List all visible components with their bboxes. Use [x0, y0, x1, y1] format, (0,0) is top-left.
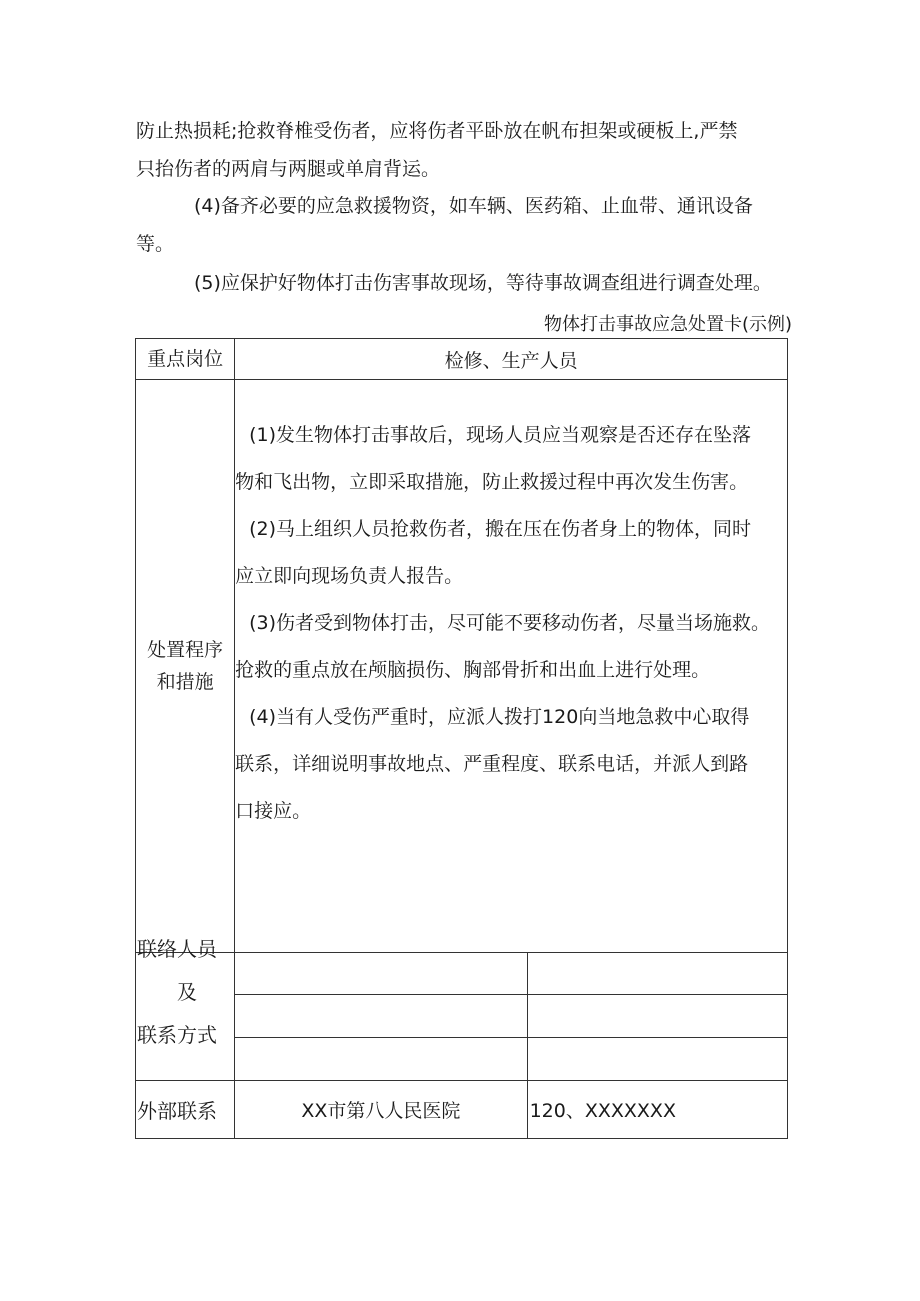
procedure-line: (1)发生物体打击事故后，现场人员应当观察是否还存在坠落 [249, 424, 752, 446]
external-phone-cell [527, 1081, 787, 1139]
procedure-line: 口接应。 [235, 800, 312, 822]
post-value: 检修、生产人员 [444, 349, 578, 372]
procedure-line: 联系，详细说明事故地点、严重程度、联系电话，并派人到路 [235, 753, 749, 775]
external-name-cell [235, 1081, 527, 1139]
post-label-cell [136, 339, 235, 380]
table-row-procedure [136, 380, 788, 953]
external-phone: 120、XXXXXXX [529, 1100, 676, 1122]
post-value-cell [235, 339, 788, 380]
procedure-label-line2: 和措施 [156, 671, 214, 693]
procedure-line: 抢救的重点放在颅脑损伤、胸部骨折和出血上进行处理。 [235, 659, 711, 681]
procedure-line: 应立即向现场负责人报告。 [235, 565, 464, 587]
procedure-line: (4)当有人受伤严重时，应派人拨打120向当地急救中心取得 [249, 706, 750, 728]
card-caption: 物体打击事故应急处置卡(示例) [543, 314, 792, 335]
intro-paragraph-2 [136, 187, 796, 263]
contact-phone-cell-1 [527, 953, 787, 995]
contact-label-line1: 联络人员 [137, 937, 217, 961]
intro-paragraph-3 [136, 264, 796, 302]
post-label: 重点岗位 [147, 348, 224, 370]
intro-para1-line1: 防止热损耗;抢救脊椎受伤者，应将伤者平卧放在帆布担架或硬板上,严禁 [136, 120, 738, 142]
procedure-line: (3)伤者受到物体打击，尽可能不要移动伤者，尽量当场施救。 [249, 612, 771, 634]
external-hospital-name: XX市第八人民医院 [301, 1100, 461, 1122]
external-label-cell [136, 1081, 235, 1139]
contact-phone-cell-3 [527, 1038, 787, 1081]
procedure-line: 物和飞出物，立即采取措施，防止救援过程中再次发生伤害。 [235, 471, 749, 493]
procedure-line: (2)马上组织人员抢救伤者，搬在压在伤者身上的物体，同时 [249, 518, 752, 540]
procedure-label-cell [136, 380, 235, 953]
contact-label-line3: 联系方式 [137, 1023, 217, 1047]
table-row-contact-1 [136, 953, 788, 995]
contact-name-cell-2 [235, 995, 527, 1038]
intro-para2-line2: 等。 [136, 233, 175, 255]
table-row-external [136, 1081, 788, 1139]
contact-label-line2: 及 [177, 980, 197, 1004]
contact-name-cell-3 [235, 1038, 527, 1081]
intro-para3-text: (5)应保护好物体打击伤害事故现场，等待事故调查组进行调查处理。 [194, 272, 772, 294]
intro-para1-line2: 只抬伤者的两肩与两腿或单肩背运。 [136, 158, 441, 180]
intro-para2-line1: (4)备齐必要的应急救援物资，如车辆、医药箱、止血带、通讯设备 [194, 195, 753, 217]
contact-phone-cell-2 [527, 995, 787, 1038]
contact-label [137, 928, 233, 1057]
contact-name-cell-1 [235, 953, 527, 995]
intro-paragraph-1 [136, 112, 796, 188]
table-row-post [136, 339, 788, 380]
procedure-content-cell [235, 380, 788, 953]
procedure-label-line1: 处置程序 [147, 639, 224, 661]
external-label: 外部联系 [137, 1099, 217, 1123]
